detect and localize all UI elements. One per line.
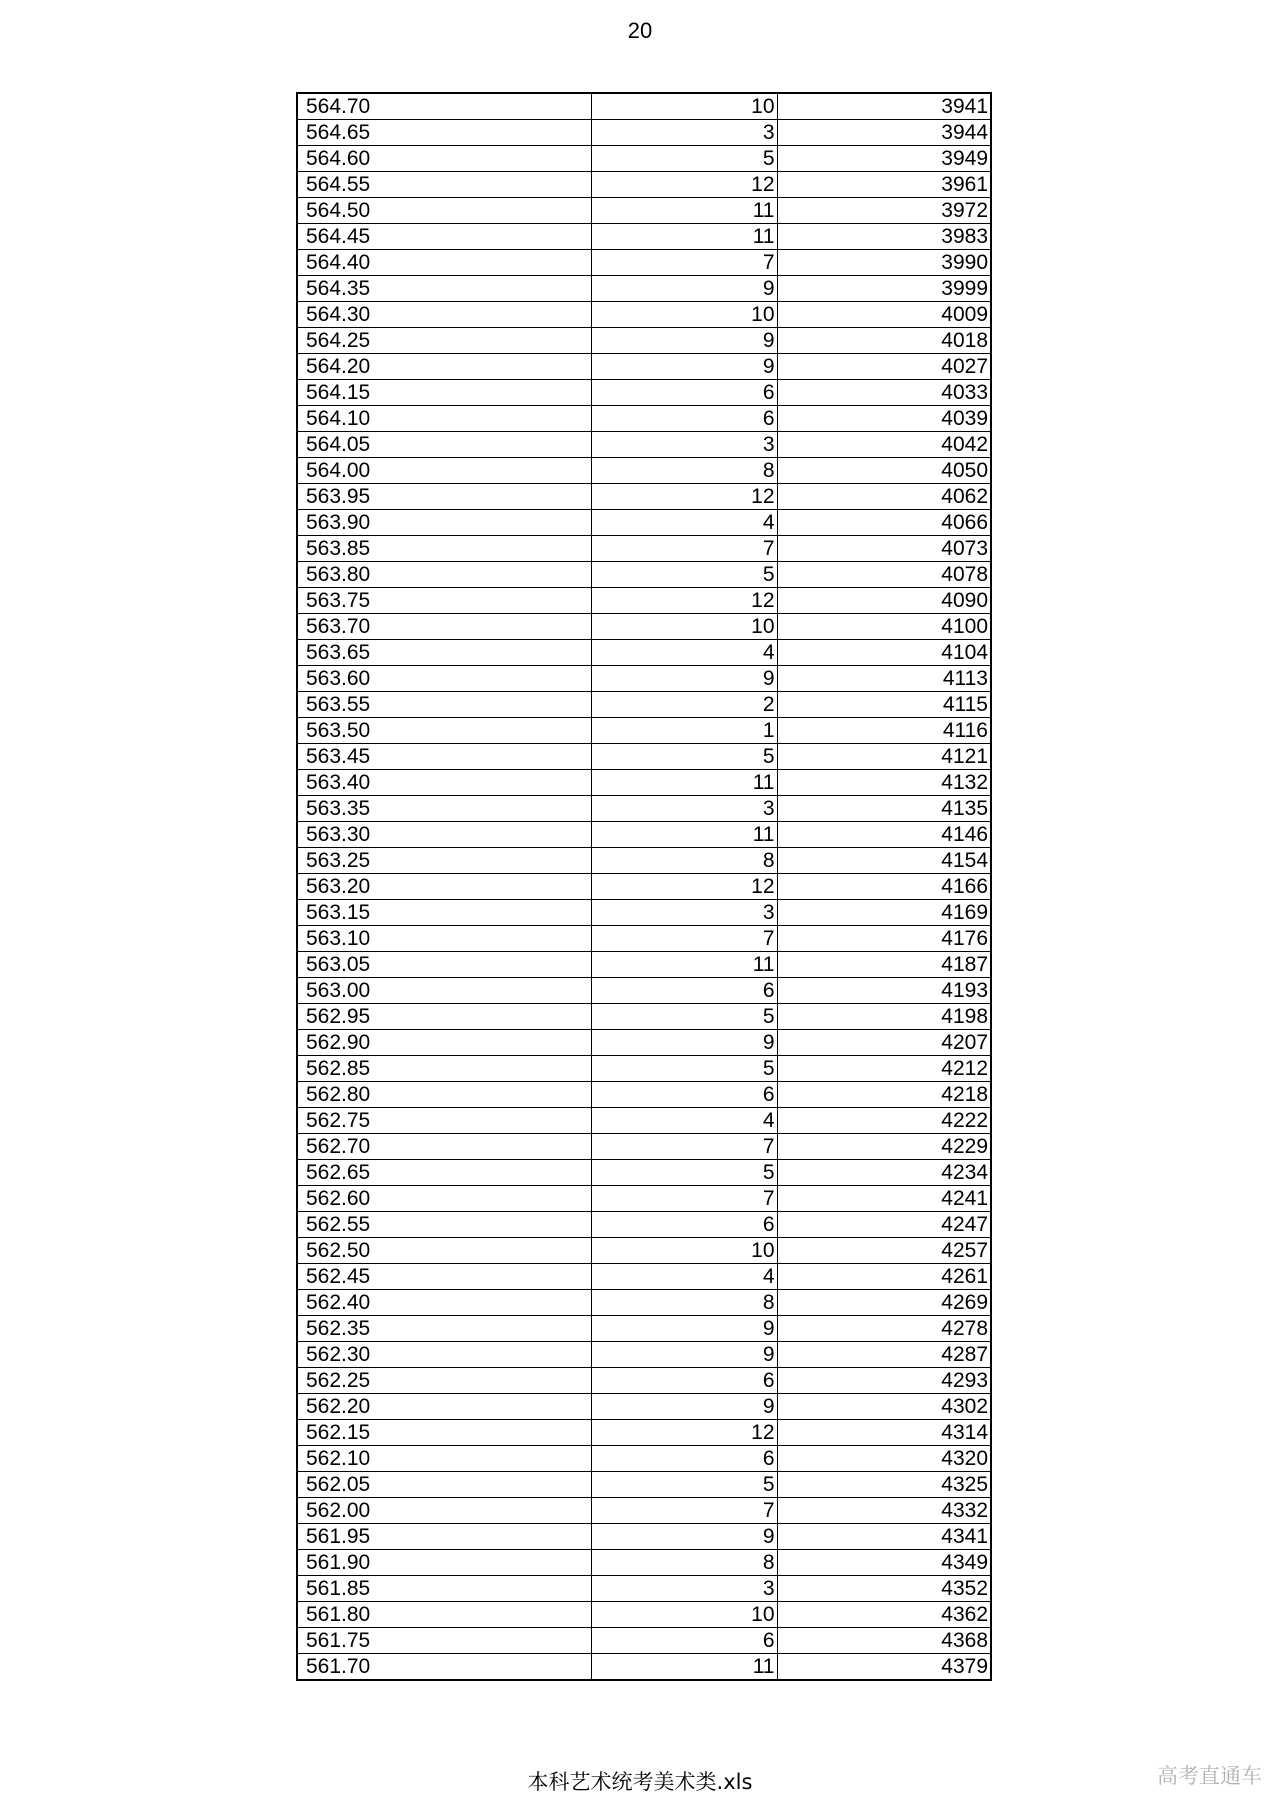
score-cell: 564.70 xyxy=(297,93,591,120)
count-cell: 12 xyxy=(591,484,777,510)
cumulative-cell: 3990 xyxy=(777,250,991,276)
count-cell: 6 xyxy=(591,1446,777,1472)
table-row xyxy=(297,1524,991,1550)
table-row xyxy=(297,822,991,848)
count-cell: 4 xyxy=(591,1264,777,1290)
cumulative-cell: 4352 xyxy=(777,1576,991,1602)
score-cell: 563.85 xyxy=(297,536,591,562)
cumulative-cell: 3941 xyxy=(777,93,991,120)
count-cell: 3 xyxy=(591,796,777,822)
cumulative-cell: 4187 xyxy=(777,952,991,978)
score-cell: 563.10 xyxy=(297,926,591,952)
count-cell: 9 xyxy=(591,1394,777,1420)
table-row xyxy=(297,1550,991,1576)
count-cell: 10 xyxy=(591,614,777,640)
table-row xyxy=(297,1238,991,1264)
score-cell: 562.15 xyxy=(297,1420,591,1446)
table-row xyxy=(297,926,991,952)
count-cell: 9 xyxy=(591,328,777,354)
count-cell: 8 xyxy=(591,458,777,484)
score-cell: 561.90 xyxy=(297,1550,591,1576)
count-cell: 12 xyxy=(591,874,777,900)
cumulative-cell: 4302 xyxy=(777,1394,991,1420)
table-row xyxy=(297,978,991,1004)
score-cell: 563.65 xyxy=(297,640,591,666)
cumulative-cell: 4349 xyxy=(777,1550,991,1576)
footer-filename: 本科艺术统考美术类.xls xyxy=(527,1770,753,1794)
table-row xyxy=(297,146,991,172)
cumulative-cell: 4078 xyxy=(777,562,991,588)
count-cell: 7 xyxy=(591,1498,777,1524)
count-cell: 8 xyxy=(591,1290,777,1316)
table-row xyxy=(297,562,991,588)
table-row xyxy=(297,796,991,822)
table-row xyxy=(297,1004,991,1030)
table-row xyxy=(297,354,991,380)
count-cell: 5 xyxy=(591,1004,777,1030)
table-row xyxy=(297,1134,991,1160)
score-cell: 562.85 xyxy=(297,1056,591,1082)
score-cell: 563.50 xyxy=(297,718,591,744)
cumulative-cell: 4073 xyxy=(777,536,991,562)
cumulative-cell: 3999 xyxy=(777,276,991,302)
cumulative-cell: 4176 xyxy=(777,926,991,952)
score-cell: 561.80 xyxy=(297,1602,591,1628)
table-row xyxy=(297,692,991,718)
score-cell: 564.50 xyxy=(297,198,591,224)
cumulative-cell: 4104 xyxy=(777,640,991,666)
score-cell: 564.45 xyxy=(297,224,591,250)
table-row xyxy=(297,1472,991,1498)
cumulative-cell: 4116 xyxy=(777,718,991,744)
count-cell: 11 xyxy=(591,822,777,848)
count-cell: 4 xyxy=(591,1108,777,1134)
table-row xyxy=(297,250,991,276)
table-row xyxy=(297,1030,991,1056)
count-cell: 10 xyxy=(591,302,777,328)
score-cell: 564.65 xyxy=(297,120,591,146)
count-cell: 3 xyxy=(591,1576,777,1602)
table-row xyxy=(297,1186,991,1212)
score-cell: 562.05 xyxy=(297,1472,591,1498)
cumulative-cell: 4320 xyxy=(777,1446,991,1472)
cumulative-cell: 4247 xyxy=(777,1212,991,1238)
count-cell: 7 xyxy=(591,1186,777,1212)
table-row xyxy=(297,1420,991,1446)
score-cell: 564.05 xyxy=(297,432,591,458)
count-cell: 4 xyxy=(591,510,777,536)
score-cell: 562.45 xyxy=(297,1264,591,1290)
score-cell: 564.40 xyxy=(297,250,591,276)
score-cell: 563.95 xyxy=(297,484,591,510)
count-cell: 6 xyxy=(591,1082,777,1108)
table-row xyxy=(297,1082,991,1108)
score-cell: 563.25 xyxy=(297,848,591,874)
table-row xyxy=(297,874,991,900)
table-row xyxy=(297,302,991,328)
cumulative-cell: 4379 xyxy=(777,1654,991,1681)
score-cell: 561.95 xyxy=(297,1524,591,1550)
cumulative-cell: 4050 xyxy=(777,458,991,484)
score-cell: 562.10 xyxy=(297,1446,591,1472)
count-cell: 3 xyxy=(591,120,777,146)
cumulative-cell: 4090 xyxy=(777,588,991,614)
score-cell: 563.20 xyxy=(297,874,591,900)
table-row xyxy=(297,93,991,120)
score-cell: 563.05 xyxy=(297,952,591,978)
table-row xyxy=(297,952,991,978)
score-cell: 563.40 xyxy=(297,770,591,796)
score-cell: 564.15 xyxy=(297,380,591,406)
count-cell: 3 xyxy=(591,432,777,458)
count-cell: 12 xyxy=(591,1420,777,1446)
cumulative-cell: 4018 xyxy=(777,328,991,354)
cumulative-cell: 4009 xyxy=(777,302,991,328)
table-row xyxy=(297,510,991,536)
table-row xyxy=(297,1602,991,1628)
score-cell: 561.75 xyxy=(297,1628,591,1654)
cumulative-cell: 4193 xyxy=(777,978,991,1004)
table-row xyxy=(297,484,991,510)
count-cell: 9 xyxy=(591,1524,777,1550)
table-row xyxy=(297,1628,991,1654)
page-number: 20 xyxy=(627,18,653,43)
cumulative-cell: 4207 xyxy=(777,1030,991,1056)
cumulative-cell: 4198 xyxy=(777,1004,991,1030)
table-row xyxy=(297,744,991,770)
cumulative-cell: 3949 xyxy=(777,146,991,172)
score-cell: 562.40 xyxy=(297,1290,591,1316)
cumulative-cell: 4027 xyxy=(777,354,991,380)
table-row xyxy=(297,848,991,874)
cumulative-cell: 4212 xyxy=(777,1056,991,1082)
count-cell: 8 xyxy=(591,848,777,874)
cumulative-cell: 4287 xyxy=(777,1342,991,1368)
cumulative-cell: 4166 xyxy=(777,874,991,900)
table-row xyxy=(297,224,991,250)
count-cell: 11 xyxy=(591,198,777,224)
table-row xyxy=(297,1160,991,1186)
score-cell: 562.65 xyxy=(297,1160,591,1186)
count-cell: 12 xyxy=(591,588,777,614)
count-cell: 3 xyxy=(591,900,777,926)
score-cell: 562.80 xyxy=(297,1082,591,1108)
table-row xyxy=(297,1654,991,1681)
score-cell: 562.20 xyxy=(297,1394,591,1420)
cumulative-cell: 4039 xyxy=(777,406,991,432)
count-cell: 7 xyxy=(591,536,777,562)
cumulative-cell: 4154 xyxy=(777,848,991,874)
score-cell: 564.10 xyxy=(297,406,591,432)
score-cell: 562.00 xyxy=(297,1498,591,1524)
score-cell: 564.35 xyxy=(297,276,591,302)
table-row xyxy=(297,276,991,302)
cumulative-cell: 4241 xyxy=(777,1186,991,1212)
cumulative-cell: 4278 xyxy=(777,1316,991,1342)
table-row xyxy=(297,588,991,614)
cumulative-cell: 4062 xyxy=(777,484,991,510)
count-cell: 6 xyxy=(591,1368,777,1394)
count-cell: 5 xyxy=(591,1056,777,1082)
score-cell: 562.50 xyxy=(297,1238,591,1264)
count-cell: 7 xyxy=(591,1134,777,1160)
count-cell: 5 xyxy=(591,1160,777,1186)
score-cell: 562.30 xyxy=(297,1342,591,1368)
score-cell: 562.70 xyxy=(297,1134,591,1160)
table-row xyxy=(297,458,991,484)
cumulative-cell: 4115 xyxy=(777,692,991,718)
cumulative-cell: 4113 xyxy=(777,666,991,692)
cumulative-cell: 4293 xyxy=(777,1368,991,1394)
score-cell: 564.55 xyxy=(297,172,591,198)
score-cell: 562.90 xyxy=(297,1030,591,1056)
count-cell: 1 xyxy=(591,718,777,744)
table-row xyxy=(297,1290,991,1316)
table-row xyxy=(297,380,991,406)
count-cell: 9 xyxy=(591,276,777,302)
score-cell: 563.35 xyxy=(297,796,591,822)
cumulative-cell: 4332 xyxy=(777,1498,991,1524)
cumulative-cell: 4261 xyxy=(777,1264,991,1290)
table-row xyxy=(297,120,991,146)
score-cell: 563.00 xyxy=(297,978,591,1004)
table-row xyxy=(297,1342,991,1368)
count-cell: 2 xyxy=(591,692,777,718)
cumulative-cell: 4033 xyxy=(777,380,991,406)
count-cell: 12 xyxy=(591,172,777,198)
table-row xyxy=(297,1316,991,1342)
score-table-container xyxy=(296,92,990,1681)
table-row xyxy=(297,1368,991,1394)
cumulative-cell: 4222 xyxy=(777,1108,991,1134)
score-cell: 563.75 xyxy=(297,588,591,614)
cumulative-cell: 3961 xyxy=(777,172,991,198)
table-row xyxy=(297,1446,991,1472)
cumulative-cell: 4229 xyxy=(777,1134,991,1160)
score-cell: 561.70 xyxy=(297,1654,591,1681)
score-cell: 564.60 xyxy=(297,146,591,172)
score-cell: 563.70 xyxy=(297,614,591,640)
count-cell: 4 xyxy=(591,640,777,666)
count-cell: 11 xyxy=(591,1654,777,1681)
score-cell: 563.90 xyxy=(297,510,591,536)
cumulative-cell: 4368 xyxy=(777,1628,991,1654)
count-cell: 11 xyxy=(591,224,777,250)
table-row xyxy=(297,1394,991,1420)
cumulative-cell: 4362 xyxy=(777,1602,991,1628)
count-cell: 8 xyxy=(591,1550,777,1576)
count-cell: 5 xyxy=(591,562,777,588)
count-cell: 11 xyxy=(591,770,777,796)
count-cell: 6 xyxy=(591,380,777,406)
score-cell: 564.25 xyxy=(297,328,591,354)
table-row xyxy=(297,614,991,640)
score-cell: 564.00 xyxy=(297,458,591,484)
cumulative-cell: 4218 xyxy=(777,1082,991,1108)
count-cell: 9 xyxy=(591,1316,777,1342)
score-cell: 562.25 xyxy=(297,1368,591,1394)
table-row xyxy=(297,1108,991,1134)
cumulative-cell: 4314 xyxy=(777,1420,991,1446)
count-cell: 5 xyxy=(591,744,777,770)
cumulative-cell: 4132 xyxy=(777,770,991,796)
count-cell: 9 xyxy=(591,666,777,692)
cumulative-cell: 4234 xyxy=(777,1160,991,1186)
table-row xyxy=(297,640,991,666)
watermark: 高考直通车 xyxy=(1157,1764,1262,1788)
table-row xyxy=(297,770,991,796)
table-row xyxy=(297,1056,991,1082)
score-cell: 562.95 xyxy=(297,1004,591,1030)
table-row xyxy=(297,198,991,224)
score-cell: 563.45 xyxy=(297,744,591,770)
score-cell: 562.35 xyxy=(297,1316,591,1342)
table-row xyxy=(297,172,991,198)
cumulative-cell: 3983 xyxy=(777,224,991,250)
count-cell: 10 xyxy=(591,1602,777,1628)
table-row xyxy=(297,1264,991,1290)
table-row xyxy=(297,536,991,562)
score-table xyxy=(296,92,992,1681)
score-cell: 563.55 xyxy=(297,692,591,718)
count-cell: 6 xyxy=(591,978,777,1004)
score-cell: 564.30 xyxy=(297,302,591,328)
count-cell: 11 xyxy=(591,952,777,978)
count-cell: 10 xyxy=(591,1238,777,1264)
score-cell: 562.60 xyxy=(297,1186,591,1212)
count-cell: 10 xyxy=(591,93,777,120)
cumulative-cell: 4257 xyxy=(777,1238,991,1264)
count-cell: 9 xyxy=(591,1342,777,1368)
cumulative-cell: 4100 xyxy=(777,614,991,640)
table-row xyxy=(297,328,991,354)
cumulative-cell: 4066 xyxy=(777,510,991,536)
score-cell: 562.55 xyxy=(297,1212,591,1238)
count-cell: 7 xyxy=(591,250,777,276)
score-cell: 563.30 xyxy=(297,822,591,848)
count-cell: 9 xyxy=(591,354,777,380)
score-cell: 563.80 xyxy=(297,562,591,588)
count-cell: 6 xyxy=(591,1628,777,1654)
table-row xyxy=(297,1498,991,1524)
count-cell: 9 xyxy=(591,1030,777,1056)
cumulative-cell: 4042 xyxy=(777,432,991,458)
count-cell: 6 xyxy=(591,1212,777,1238)
score-table-body xyxy=(297,93,991,1680)
count-cell: 5 xyxy=(591,1472,777,1498)
table-row xyxy=(297,1212,991,1238)
cumulative-cell: 4341 xyxy=(777,1524,991,1550)
cumulative-cell: 4135 xyxy=(777,796,991,822)
cumulative-cell: 4325 xyxy=(777,1472,991,1498)
cumulative-cell: 3972 xyxy=(777,198,991,224)
cumulative-cell: 3944 xyxy=(777,120,991,146)
score-cell: 564.20 xyxy=(297,354,591,380)
table-row xyxy=(297,406,991,432)
cumulative-cell: 4269 xyxy=(777,1290,991,1316)
count-cell: 5 xyxy=(591,146,777,172)
score-cell: 563.15 xyxy=(297,900,591,926)
score-cell: 562.75 xyxy=(297,1108,591,1134)
table-row xyxy=(297,1576,991,1602)
table-row xyxy=(297,432,991,458)
cumulative-cell: 4169 xyxy=(777,900,991,926)
table-row xyxy=(297,900,991,926)
count-cell: 6 xyxy=(591,406,777,432)
table-row xyxy=(297,718,991,744)
score-cell: 561.85 xyxy=(297,1576,591,1602)
table-row xyxy=(297,666,991,692)
count-cell: 7 xyxy=(591,926,777,952)
score-cell: 563.60 xyxy=(297,666,591,692)
cumulative-cell: 4146 xyxy=(777,822,991,848)
cumulative-cell: 4121 xyxy=(777,744,991,770)
